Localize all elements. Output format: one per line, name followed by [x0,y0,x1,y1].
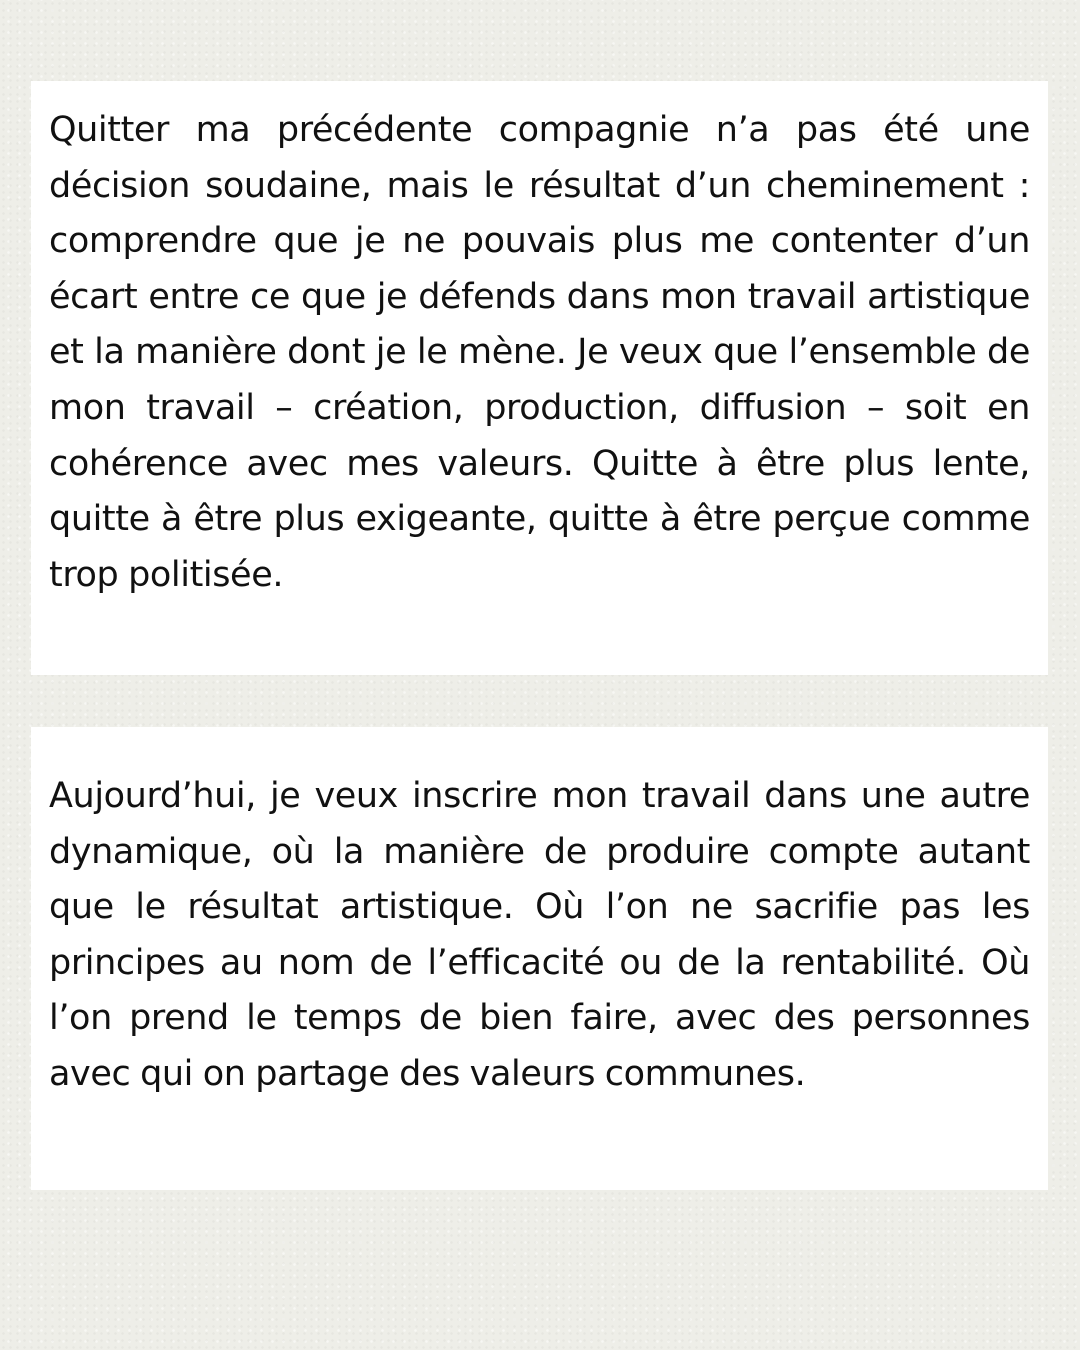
paragraph-2: Aujourd’hui, je veux inscrire mon travail dans une autre dynamique, où la manière de produire compte autant que le résultat artistique. Où l’on ne sacrifie pas les principes au nom de l’efficacité ou de la rentabilité. Où l’on prend le temps de bien faire, avec des personnes avec qui on partage des valeurs communes. [49,776,1030,1094]
text-card-1 [31,81,1048,675]
text-card-2 [31,727,1048,1190]
paragraph-1: Quitter ma précédente compagnie n’a pas été une décision soudaine, mais le résultat d’un cheminement : comprendre que je ne pouvais plus me contenter d’un écart entre ce que je défends dans mon travail artistique et la manière dont je le mène. Je veux que l’ensemble de mon travail – création, production, diffusion – soit en cohérence avec mes valeurs. Quitte à être plus lente, quitte à être plus exigeante, quitte à être perçue comme trop politisée. [49,110,1030,595]
